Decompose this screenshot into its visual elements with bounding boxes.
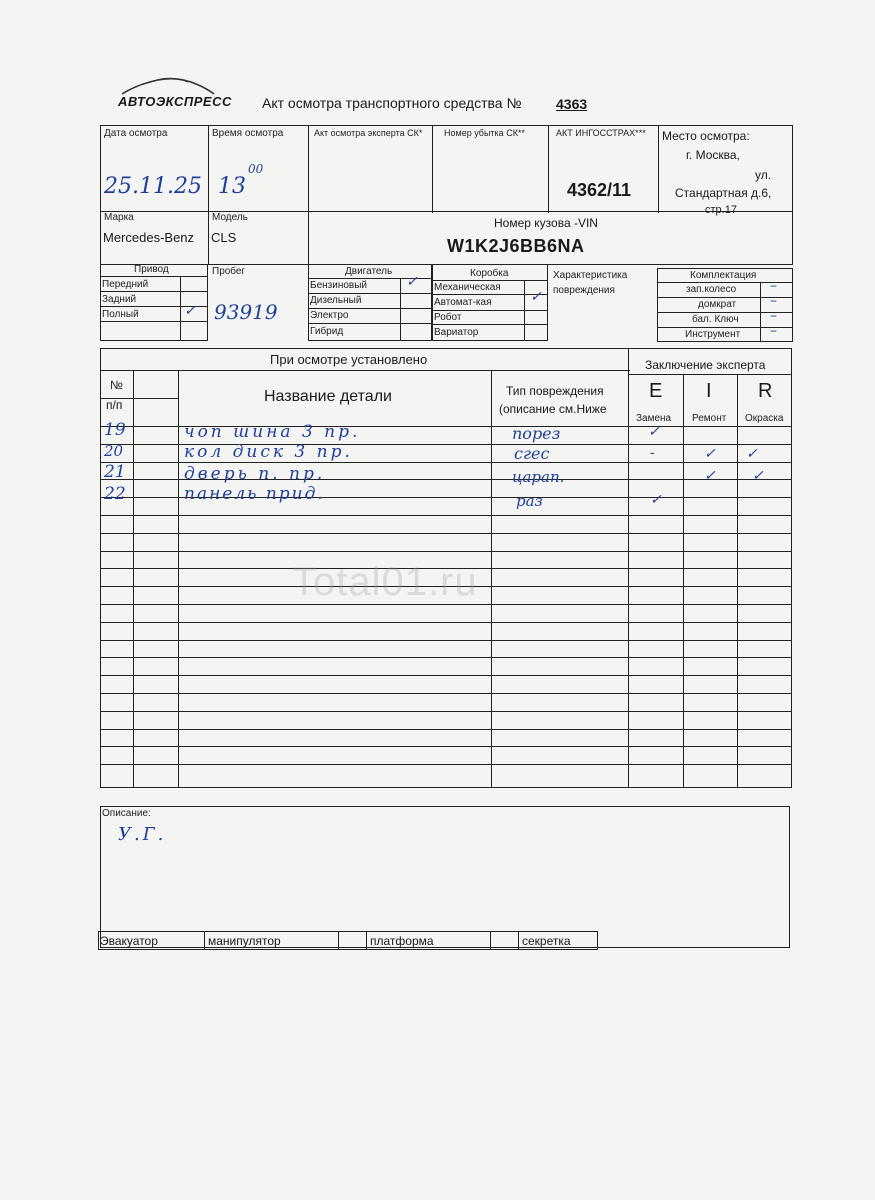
equipment-label: Комплектация [690,270,757,281]
place-line3: Стандартная д.6, [675,186,772,200]
gearbox-option-robot[interactable]: Робот [434,312,462,323]
row-damage-type[interactable]: порез [512,424,561,443]
row-no[interactable]: 19 [104,420,126,440]
date-label: Дата осмотра [104,128,168,139]
expert-act-label: Акт осмотра эксперта СК* [314,128,423,138]
col-I: I [706,380,712,402]
equipment-jack[interactable]: домкрат [698,299,737,310]
table-row-line [100,711,792,712]
manipulator-option[interactable]: манипулятор [208,934,281,948]
mileage-label: Пробег [212,266,246,277]
table-row-line [100,693,792,694]
platform-option[interactable]: платформа [370,934,434,948]
table-row-line [100,515,792,516]
row-no[interactable]: 22 [104,484,126,504]
conclusion-title: Заключение эксперта [645,358,766,372]
watermark: Total01.ru [292,560,478,604]
row-I-mark[interactable]: ✓ [704,446,716,462]
drive-label: Привод [134,264,169,275]
row-no[interactable]: 20 [104,442,124,460]
time-label: Время осмотра [212,128,284,139]
row-R-mark[interactable]: ✓ [752,468,764,484]
col-damage-type-1: Тип повреждения [506,384,604,398]
table-row-line [100,622,792,623]
description-label: Описание: [102,808,151,819]
ingos-act-value[interactable]: 4362/11 [567,180,632,200]
place-line2: ул. [755,168,772,182]
table-row-line [100,640,792,641]
row-part-name[interactable]: чоп шина 3 пр. [184,422,361,442]
row-no[interactable]: 21 [104,462,126,482]
row-I-mark[interactable]: ✓ [704,468,716,484]
model-value[interactable]: CLS [211,230,237,245]
equipment-wheel-key[interactable]: бал. Ключ [692,314,739,325]
table-row-line [100,675,792,676]
drive-option-full[interactable]: Полный [102,309,139,320]
drive-option-front[interactable]: Передний [102,279,149,290]
table-row-line [100,551,792,552]
place-line1: г. Москва, [686,148,740,162]
logo-text: АВТОЭКСПРЕСС [118,94,232,109]
row-E-mark[interactable]: ✓ [650,492,662,508]
equipment-tools[interactable]: Инструмент [685,329,741,340]
place-line4: стр.17 [705,204,737,216]
equipment-wheel-key-mark[interactable]: – [770,308,777,324]
col-I-sub: Ремонт [692,413,727,424]
gearbox-label: Коробка [470,268,509,279]
description-block [100,806,790,948]
table-row-line [100,764,792,765]
table-row-line [100,746,792,747]
col-no-sub: п/п [106,398,123,412]
table-row-line [100,729,792,730]
engine-option-diesel[interactable]: Дизельный [310,295,362,306]
findings-title: При осмотре установлено [270,352,428,367]
col-E: E [649,380,663,402]
date-value[interactable]: 25.11.25 [104,174,202,199]
gearbox-auto-check[interactable]: ✓ [530,289,542,305]
row-E-mark[interactable]: ✓ [648,424,660,440]
equipment-spare-wheel-mark[interactable]: – [770,278,777,294]
drive-full-check[interactable]: ✓ [184,303,196,319]
drive-option-rear[interactable]: Задний [102,294,137,305]
vin-value[interactable]: W1K2J6BB6NA [447,236,585,256]
gearbox-option-auto[interactable]: Автомат-кая [434,297,492,308]
gearbox-option-cvt[interactable]: Вариатор [434,327,479,338]
damage-char-label-2: повреждения [553,285,615,296]
row-damage-type[interactable]: царап. [512,468,565,486]
act-number: 4363 [556,96,588,112]
col-part-name: Название детали [264,388,392,405]
model-label: Модель [212,212,248,223]
damage-char-label-1: Характеристика [553,270,628,281]
col-E-sub: Замена [636,413,672,424]
col-damage-type-2: (описание см.Ниже [499,402,607,416]
col-R: R [758,380,773,402]
mileage-value[interactable]: 93919 [214,300,278,324]
tow-truck-option[interactable]: Эвакуатор [100,934,158,948]
gearbox-option-manual[interactable]: Механическая [434,282,501,293]
loss-number-label: Номер убытка СК** [444,128,525,138]
engine-petrol-check[interactable]: ✓ [406,274,418,290]
make-value[interactable]: Mercedes-Benz [103,230,195,245]
page-title: Акт осмотра транспортного средства № [262,95,522,111]
vin-label: Номер кузова -VIN [494,216,598,230]
ingos-act-label: АКТ ИНГОССТРАХ*** [556,128,646,138]
table-row-line [100,533,792,534]
row-R-mark[interactable]: ✓ [746,446,758,462]
equipment-jack-mark[interactable]: – [770,293,777,309]
engine-option-hybrid[interactable]: Гибрид [310,326,344,337]
equipment-spare-wheel[interactable]: зап.колесо [686,284,737,295]
row-part-name[interactable]: дверь п. пр. [184,464,326,484]
row-E-mark[interactable]: - [650,445,655,461]
engine-label: Двигатель [345,266,393,277]
place-label: Место осмотра: [662,129,750,143]
equipment-tools-mark[interactable]: – [770,323,777,339]
row-damage-type[interactable]: сгес [514,444,550,463]
make-label: Марка [104,212,134,223]
row-part-name[interactable]: панель прид. [184,484,325,504]
row-damage-type[interactable]: раз [516,492,543,510]
time-value[interactable]: 13 [218,174,246,199]
description-value[interactable]: У.Г. [118,824,167,845]
row-part-name[interactable]: кол диск 3 пр. [184,442,353,462]
logo [118,74,232,116]
engine-option-electric[interactable]: Электро [310,310,349,321]
time-minutes[interactable]: 00 [248,162,264,176]
col-no: № [110,378,123,392]
col-R-sub: Окраска [745,413,784,424]
lock-nut-option[interactable]: секретка [522,934,571,948]
engine-option-petrol[interactable]: Бензиновый [310,280,367,291]
table-row-line [100,657,792,658]
table-row-line [100,462,792,463]
